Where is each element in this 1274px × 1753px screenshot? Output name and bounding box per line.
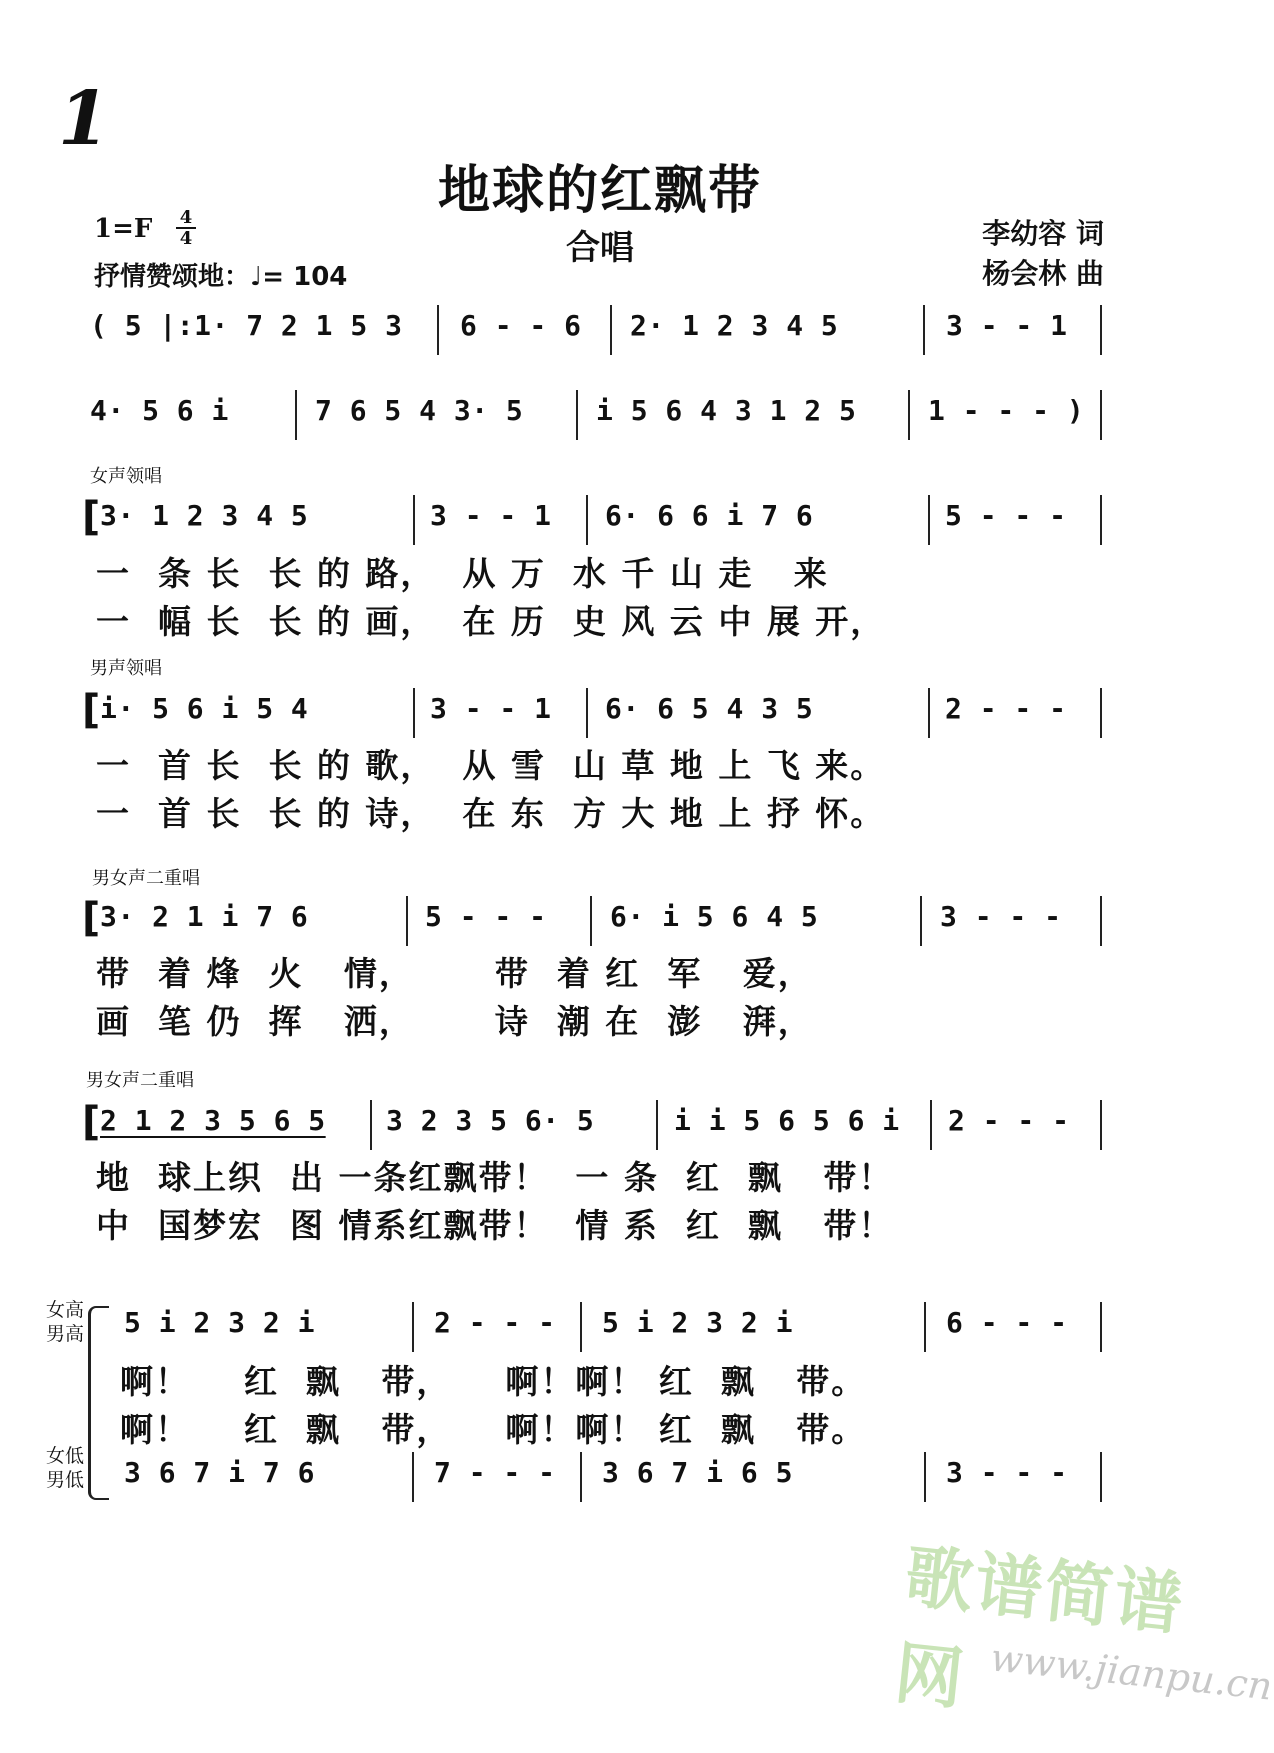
measure-2: 6 - - 6 bbox=[460, 309, 582, 342]
meter-bottom: 4 bbox=[179, 228, 193, 249]
part-label: 男女声二重唱 bbox=[86, 1070, 194, 1091]
barline bbox=[928, 688, 930, 738]
song-subtitle: 合唱 bbox=[566, 228, 634, 268]
measure-2: 3 2 3 5 6· 5 bbox=[386, 1104, 595, 1137]
barline bbox=[930, 1100, 932, 1150]
barline bbox=[924, 1302, 926, 1352]
measure-1: 3· 2 1 i 7 6 bbox=[100, 900, 309, 933]
barline bbox=[576, 390, 578, 440]
score-system-6 bbox=[82, 1099, 1110, 1150]
lyric-line: 一 首 长 长 的 诗， 在 东 方 大 地 上 抒 怀。 bbox=[96, 794, 886, 833]
barline bbox=[1100, 495, 1102, 545]
voice-label: 女高 bbox=[46, 1299, 85, 1321]
watermark-url: www.jianpu.cn bbox=[988, 1635, 1274, 1709]
part-label: 女声领唱 bbox=[90, 466, 162, 487]
watermark-logo: 歌谱简谱网 bbox=[891, 1537, 1188, 1721]
measure-4: 5 - - - bbox=[945, 499, 1067, 532]
barline bbox=[923, 305, 925, 355]
lyric-line: 带 着 烽 火 情， 带 着 红 军 爱， bbox=[96, 954, 813, 993]
barline bbox=[586, 495, 588, 545]
barline bbox=[580, 1302, 582, 1352]
barline bbox=[295, 390, 297, 440]
composer-credit: 杨会林 曲 bbox=[982, 257, 1104, 290]
measure-3: 6· 6 6 i 7 6 bbox=[605, 499, 814, 532]
barline bbox=[412, 1452, 414, 1502]
voice-label: 女低 bbox=[46, 1445, 85, 1467]
barline bbox=[1100, 1302, 1102, 1352]
barline bbox=[1100, 688, 1102, 738]
measure-4: 3 - - - bbox=[946, 1456, 1068, 1489]
choir-upper-staff bbox=[124, 1302, 1110, 1352]
measure-2: 3 - - 1 bbox=[430, 499, 552, 532]
measure-2: 2 - - - bbox=[434, 1306, 556, 1339]
voice-label: 男高 bbox=[46, 1323, 85, 1345]
measure-1: 3 6 7 i 7 6 bbox=[124, 1456, 315, 1489]
lyric-line: 中 国梦宏 图 情系红飘带！ 情 系 红 飘 带！ bbox=[96, 1206, 894, 1245]
choir-brace bbox=[88, 1306, 109, 1500]
measure-3: i 5 6 4 3 1 2 5 bbox=[596, 394, 857, 427]
lyric-line: 画 笔 仍 挥 洒， 诗 潮 在 澎 湃， bbox=[96, 1002, 813, 1041]
measure-2: 7 6 5 4 3· 5 bbox=[315, 394, 524, 427]
measure-3: 6· 6 5 4 3 5 bbox=[605, 692, 814, 725]
lyric-line: 啊！ 红 飘 带， 啊！啊！ 红 飘 带。 bbox=[120, 1362, 867, 1401]
key-signature: 1=F bbox=[94, 214, 153, 244]
barline bbox=[1100, 1452, 1102, 1502]
barline bbox=[610, 305, 612, 355]
score-system-1 bbox=[90, 305, 1110, 355]
part-label: 男声领唱 bbox=[90, 658, 162, 679]
brace-open: [ bbox=[82, 895, 101, 941]
measure-2: 7 - - - bbox=[434, 1456, 556, 1489]
measure-4: 3 - - 1 bbox=[946, 309, 1068, 342]
tempo-marking: 抒情赞颂地：♩= 104 bbox=[94, 262, 348, 292]
score-system-3 bbox=[82, 494, 1110, 545]
measure-2: 5 - - - bbox=[425, 900, 547, 933]
voice-label: 男低 bbox=[46, 1469, 85, 1491]
barline bbox=[413, 688, 415, 738]
lyricist-credit: 李幼容 词 bbox=[982, 217, 1104, 250]
measure-4: 2 - - - bbox=[945, 692, 1067, 725]
barline bbox=[908, 390, 910, 440]
measure-1: i· 5 6 i 5 4 bbox=[100, 692, 309, 725]
song-title: 地球的红飘带 bbox=[437, 161, 762, 221]
brace-open: [ bbox=[82, 1099, 101, 1145]
lyric-line: 地 球上织 出 一条红飘带！ 一 条 红 飘 带！ bbox=[96, 1158, 894, 1197]
measure-1: 3· 1 2 3 4 5 bbox=[100, 499, 309, 532]
measure-2: 3 - - 1 bbox=[430, 692, 552, 725]
barline bbox=[656, 1100, 658, 1150]
measure-3: 2· 1 2 3 4 5 bbox=[630, 309, 839, 342]
choir-lower-staff bbox=[124, 1452, 1110, 1502]
barline bbox=[413, 495, 415, 545]
measure-1: 4· 5 6 i bbox=[90, 394, 229, 427]
score-system-2 bbox=[90, 390, 1110, 440]
lyric-line: 一 条 长 长 的 路， 从 万 水 千 山 走 来 bbox=[96, 554, 829, 593]
score-system-4 bbox=[82, 687, 1110, 738]
barline bbox=[924, 1452, 926, 1502]
voice-label-upper bbox=[46, 1298, 84, 1346]
voice-label-lower bbox=[46, 1444, 84, 1492]
barline bbox=[1100, 1100, 1102, 1150]
measure-4: 6 - - - bbox=[946, 1306, 1068, 1339]
measure-4: 1 - - - ) bbox=[928, 394, 1085, 427]
barline bbox=[412, 1302, 414, 1352]
measure-1: ( 5 |:1· 7 2 1 5 3 bbox=[90, 309, 403, 342]
brace-open: [ bbox=[82, 687, 101, 733]
meter-top: 4 bbox=[179, 207, 193, 228]
measure-4: 2 - - - bbox=[948, 1104, 1070, 1137]
barline bbox=[437, 305, 439, 355]
lyric-line: 啊！ 红 飘 带， 啊！啊！ 红 飘 带。 bbox=[120, 1410, 867, 1449]
barline bbox=[586, 688, 588, 738]
barline bbox=[928, 495, 930, 545]
barline bbox=[580, 1452, 582, 1502]
lyric-line: 一 幅 长 长 的 画， 在 历 史 风 云 中 展 开， bbox=[96, 602, 886, 641]
barline bbox=[920, 896, 922, 946]
barline bbox=[370, 1100, 372, 1150]
measure-3: 5 i 2 3 2 i bbox=[602, 1306, 793, 1339]
part-label: 男女声二重唱 bbox=[92, 868, 200, 889]
measure-1: 5 i 2 3 2 i bbox=[124, 1306, 315, 1339]
barline bbox=[590, 896, 592, 946]
lyric-line: 一 首 长 长 的 歌， 从 雪 山 草 地 上 飞 来。 bbox=[96, 746, 886, 785]
measure-3: 6· i 5 6 4 5 bbox=[610, 900, 819, 933]
measure-4: 3 - - - bbox=[940, 900, 1062, 933]
measure-3: 3 6 7 i 6 5 bbox=[602, 1456, 793, 1489]
barline bbox=[1100, 390, 1102, 440]
barline bbox=[1100, 305, 1102, 355]
measure-3: i i 5 6 5 6 i bbox=[674, 1104, 900, 1137]
barline bbox=[1100, 896, 1102, 946]
brace-open: [ bbox=[82, 494, 101, 540]
barline bbox=[406, 896, 408, 946]
score-system-5 bbox=[82, 895, 1110, 946]
time-signature bbox=[176, 208, 196, 248]
page-number: 1 bbox=[58, 76, 110, 162]
measure-1: 2 1 2 3 5 6 5 bbox=[100, 1104, 326, 1137]
